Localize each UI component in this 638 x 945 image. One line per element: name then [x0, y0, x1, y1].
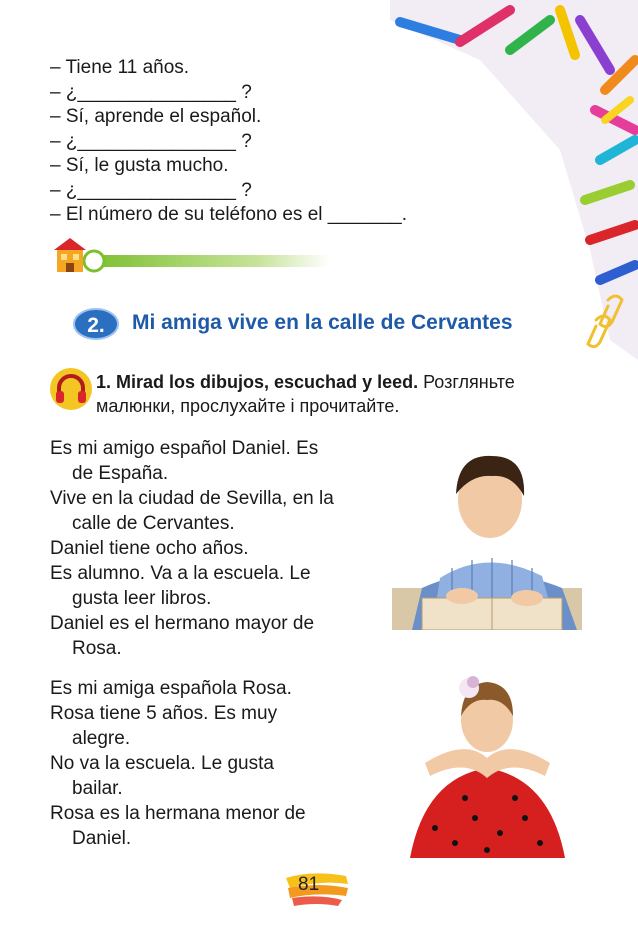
dialogue-line: – El número de su teléfono es el _______.: [50, 204, 408, 225]
text-line: calle de Cervantes.: [72, 513, 235, 534]
text-line: Es mi amiga española Rosa.: [50, 678, 292, 699]
text-line: Rosa.: [72, 638, 122, 659]
text-line: Daniel es el hermano mayor de: [50, 613, 315, 634]
dialogue-line: – ¿_______________ ?: [50, 179, 252, 201]
text-line: alegre.: [72, 728, 131, 749]
divider-bar: [50, 236, 330, 276]
text-line: Daniel tiene ocho años.: [50, 538, 249, 559]
instruction-bold: 1. Mirad los dibujos, escuchad y leed.: [96, 372, 419, 392]
girl-dancing-image: [405, 658, 570, 858]
text-line: Es mi amigo español Daniel. Es: [50, 438, 319, 459]
section-number-badge: [72, 306, 122, 342]
dialogue-line: – ¿_______________ ?: [50, 81, 252, 103]
dialogue-line: – Sí, le gusta mucho.: [50, 155, 229, 176]
boy-reading-image: [392, 448, 582, 630]
house-icon: [54, 238, 86, 272]
instruction-rest: Розгляньте: [418, 372, 515, 392]
headphones-icon: [48, 366, 94, 412]
daniel-paragraph: [50, 436, 334, 661]
text-line: gusta leer libros.: [72, 588, 212, 609]
text-line: de España.: [72, 463, 169, 484]
text-line: Es alumno. Va a la escuela. Le: [50, 563, 311, 584]
text-line: Rosa es la hermana menor de: [50, 803, 306, 824]
rosa-paragraph: [50, 676, 306, 851]
dialogue-line: – Sí, aprende el español.: [50, 106, 262, 127]
page-number: 81: [298, 874, 320, 895]
text-line: No va la escuela. Le gusta: [50, 753, 274, 774]
section-title: Mi amiga vive en la calle de Cervantes: [132, 311, 513, 334]
dialogue-line: – ¿_______________ ?: [50, 130, 252, 152]
section-number: 2.: [87, 314, 105, 337]
text-line: bailar.: [72, 778, 123, 799]
instruction-line2: малюнки, прослухайте і прочитайте.: [96, 396, 400, 416]
text-line: Vive en la ciudad de Sevilla, en la: [50, 488, 334, 509]
text-line: Daniel.: [72, 828, 132, 849]
exercise-instruction: [96, 370, 515, 418]
text-line: Rosa tiene 5 años. Es muy: [50, 703, 278, 724]
dialogue-line: – Tiene 11 años.: [50, 57, 190, 78]
dialogue-block: [50, 56, 407, 228]
